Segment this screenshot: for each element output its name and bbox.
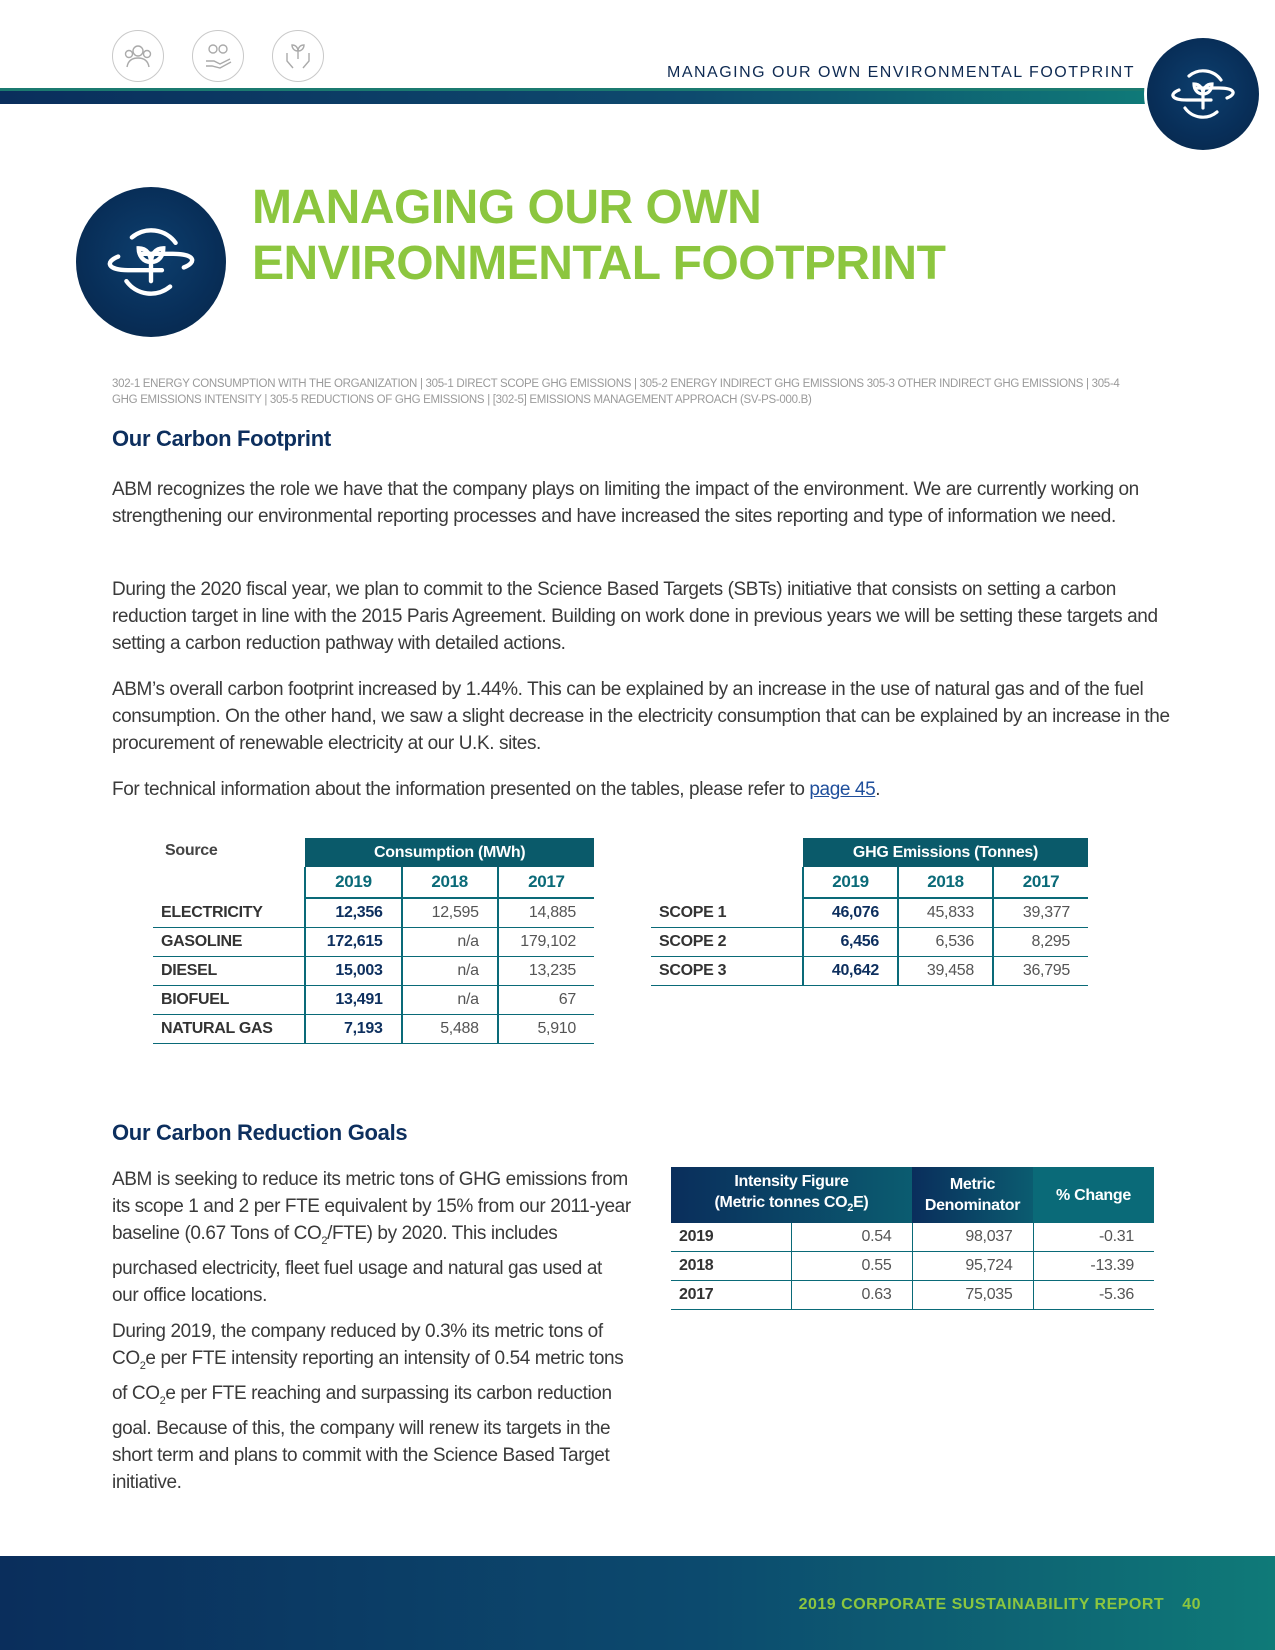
page-title-line-2: ENVIRONMENTAL FOOTPRINT bbox=[252, 237, 946, 290]
value-2019: 15,003 bbox=[305, 957, 401, 986]
header-badge bbox=[1147, 38, 1259, 150]
value-2018: 12,595 bbox=[402, 898, 498, 928]
header-text: Denominator bbox=[924, 1197, 1021, 1214]
gri-line-2: GHG EMISSIONS INTENSITY | 305-5 REDUCTIONS OF GHG EMISSIONS | [302-5] EMISSIONS MANAGEMENT APPROACH (SV-PS-000.B) bbox=[112, 394, 812, 406]
row-year: 2018 bbox=[671, 1252, 791, 1281]
value-2018: 6,536 bbox=[898, 928, 993, 957]
year-2019-header: 2019 bbox=[305, 867, 401, 898]
value-2018: n/a bbox=[402, 986, 498, 1015]
value-2018: n/a bbox=[402, 928, 498, 957]
table-row bbox=[671, 1252, 1154, 1281]
footprint-paragraph-1: ABM recognizes the role we have that the company plays on limiting the impact of the environment. We are currently working on strengthening our environmental reporting processes and have increased the sites reporting and type of information we need. bbox=[112, 479, 1139, 527]
row-label: DIESEL bbox=[153, 957, 305, 986]
carbon-reduction-heading: Our Carbon Reduction Goals bbox=[112, 1120, 408, 1145]
denominator-value: 75,035 bbox=[912, 1281, 1033, 1310]
reduction-text: During 2019, the company reduced by 0.3% its metric tons of CO bbox=[112, 1321, 603, 1369]
year-2018-header: 2018 bbox=[898, 867, 993, 898]
metric-denominator-header bbox=[912, 1167, 1033, 1223]
footprint-paragraph-4 bbox=[112, 776, 1172, 803]
value-2019: 12,356 bbox=[305, 898, 401, 928]
table-row bbox=[671, 1223, 1154, 1252]
header-text: E) bbox=[853, 1193, 869, 1211]
value-2017: 8,295 bbox=[993, 928, 1088, 957]
footprint-paragraph-2: During the 2020 fiscal year, we plan to commit to the Science Based Targets (SBTs) initiative that consists on setting a carbon reduction target in line with the 2015 Paris Agreement. Building on work done in previous years we will be setting these targets and setting a carbon reduction pathway with detailed actions. bbox=[112, 579, 1158, 654]
title-badge bbox=[76, 187, 226, 337]
value-2019: 7,193 bbox=[305, 1015, 401, 1044]
header-text: (Metric tonnes CO bbox=[714, 1193, 848, 1211]
intensity-value: 0.63 bbox=[791, 1281, 912, 1310]
row-label: SCOPE 2 bbox=[651, 928, 803, 957]
footer-report-title: 2019 CORPORATE SUSTAINABILITY REPORT bbox=[798, 1596, 1165, 1613]
intensity-value: 0.54 bbox=[791, 1223, 912, 1252]
header-title: MANAGING OUR OWN ENVIRONMENTAL FOOTPRINT bbox=[666, 64, 1135, 81]
consumption-band-header: Consumption (MWh) bbox=[305, 838, 594, 867]
row-year: 2017 bbox=[671, 1281, 791, 1310]
globe-leaf-icon bbox=[1165, 64, 1241, 124]
value-2018: n/a bbox=[402, 957, 498, 986]
hand-money-icon bbox=[192, 30, 244, 82]
table-row bbox=[153, 898, 594, 928]
header-text: Intensity Figure bbox=[734, 1172, 849, 1190]
reduction-text: /FTE) by 2020. This includes purchased electricity, fleet fuel usage and natural gas used at our office locations. bbox=[112, 1223, 602, 1306]
value-2019: 40,642 bbox=[803, 957, 898, 986]
subscript: 2 bbox=[847, 1202, 854, 1215]
gri-disclosures bbox=[112, 376, 1152, 408]
reduction-paragraph-1 bbox=[112, 1166, 632, 1309]
consumption-table bbox=[153, 838, 594, 1044]
page-title-line-1: MANAGING OUR OWN bbox=[252, 181, 762, 234]
top-icon-row bbox=[112, 30, 324, 82]
table-row bbox=[153, 957, 594, 986]
percent-change-header: % Change bbox=[1033, 1167, 1154, 1223]
value-2018: 5,488 bbox=[402, 1015, 498, 1044]
value-2017: 13,235 bbox=[498, 957, 594, 986]
value-2017: 67 bbox=[498, 986, 594, 1015]
reduction-text: e per FTE reaching and surpassing its carbon reduction goal. Because of this, the company will renew its targets in the short term and plans to commit with the Science Based Target initiative. bbox=[112, 1382, 612, 1493]
row-label: BIOFUEL bbox=[153, 986, 305, 1015]
page-number: 40 bbox=[1182, 1596, 1201, 1613]
table-row bbox=[153, 986, 594, 1015]
row-label: SCOPE 1 bbox=[651, 898, 803, 928]
footprint-paragraph-3: ABM’s overall carbon footprint increased by 1.44%. This can be explained by an increase in the use of natural gas and of the fuel consumption. On the other hand, we saw a slight decrease in the electricity consumption that can be explained by an increase in the procurement of renewable electricity at our U.K. sites. bbox=[112, 679, 1170, 754]
footer-text bbox=[799, 1596, 1201, 1614]
value-2019: 13,491 bbox=[305, 986, 401, 1015]
gri-line-1: 302-1 ENERGY CONSUMPTION WITH THE ORGANIZATION | 305-1 DIRECT SCOPE GHG EMISSIONS | 305-2 ENERGY INDIRECT GHG EMISSIONS 305-3 OTHER INDIRECT GHG EMISSIONS | 305-4 bbox=[112, 378, 1120, 390]
subscript: 2 bbox=[321, 1234, 328, 1247]
row-label: GASOLINE bbox=[153, 928, 305, 957]
table-row bbox=[651, 928, 1088, 957]
change-value: -0.31 bbox=[1033, 1223, 1154, 1252]
intensity-table bbox=[671, 1167, 1154, 1310]
year-2017-header: 2017 bbox=[498, 867, 594, 898]
intensity-figure-header bbox=[671, 1167, 912, 1223]
source-header: Source bbox=[165, 842, 218, 859]
header-bar-accent bbox=[0, 88, 1150, 91]
value-2017: 14,885 bbox=[498, 898, 594, 928]
row-label: NATURAL GAS bbox=[153, 1015, 305, 1044]
change-value: -13.39 bbox=[1033, 1252, 1154, 1281]
table-row bbox=[153, 1015, 594, 1044]
value-2019: 6,456 bbox=[803, 928, 898, 957]
value-2018: 45,833 bbox=[898, 898, 993, 928]
denominator-value: 95,724 bbox=[912, 1252, 1033, 1281]
value-2017: 5,910 bbox=[498, 1015, 594, 1044]
row-label: SCOPE 3 bbox=[651, 957, 803, 986]
value-2018: 39,458 bbox=[898, 957, 993, 986]
year-2019-header: 2019 bbox=[803, 867, 898, 898]
header-text: Metric bbox=[949, 1176, 996, 1193]
value-2019: 172,615 bbox=[305, 928, 401, 957]
year-2018-header: 2018 bbox=[402, 867, 498, 898]
value-2019: 46,076 bbox=[803, 898, 898, 928]
reduction-text: e per FTE intensity reporting an intensity of 0.54 metric tons of CO bbox=[112, 1348, 624, 1404]
hands-plant-icon bbox=[272, 30, 324, 82]
value-2017: 179,102 bbox=[498, 928, 594, 957]
carbon-footprint-heading: Our Carbon Footprint bbox=[112, 426, 331, 451]
globe-leaf-icon bbox=[99, 221, 203, 303]
year-2017-header: 2017 bbox=[993, 867, 1088, 898]
reduction-paragraph-2 bbox=[112, 1318, 642, 1496]
ghg-empty-header bbox=[651, 838, 803, 898]
table-row bbox=[153, 928, 594, 957]
ghg-emissions-table bbox=[651, 838, 1088, 986]
technical-info-suffix: . bbox=[875, 779, 881, 800]
community-icon bbox=[112, 30, 164, 82]
value-2017: 39,377 bbox=[993, 898, 1088, 928]
row-label: ELECTRICITY bbox=[153, 898, 305, 928]
page-title bbox=[252, 180, 945, 292]
value-2017: 36,795 bbox=[993, 957, 1088, 986]
header-text bbox=[671, 1192, 912, 1219]
denominator-value: 98,037 bbox=[912, 1223, 1033, 1252]
page-45-link[interactable]: page 45 bbox=[809, 779, 876, 800]
intensity-value: 0.55 bbox=[791, 1252, 912, 1281]
reduction-text: ABM is seeking to reduce its metric tons of GHG emissions from its scope 1 and 2 per FTE equivalent by 15% from our 2011-year baseline (0.67 Tons of CO bbox=[112, 1169, 631, 1244]
table-row bbox=[671, 1281, 1154, 1310]
table-row bbox=[651, 957, 1088, 986]
technical-info-text: For technical information about the information presented on the tables, please refer to bbox=[112, 779, 810, 800]
change-value: -5.36 bbox=[1033, 1281, 1154, 1310]
subscript: 2 bbox=[159, 1394, 166, 1407]
ghg-band-header: GHG Emissions (Tonnes) bbox=[803, 838, 1088, 867]
row-year: 2019 bbox=[671, 1223, 791, 1252]
subscript: 2 bbox=[139, 1359, 146, 1372]
table-row bbox=[651, 898, 1088, 928]
